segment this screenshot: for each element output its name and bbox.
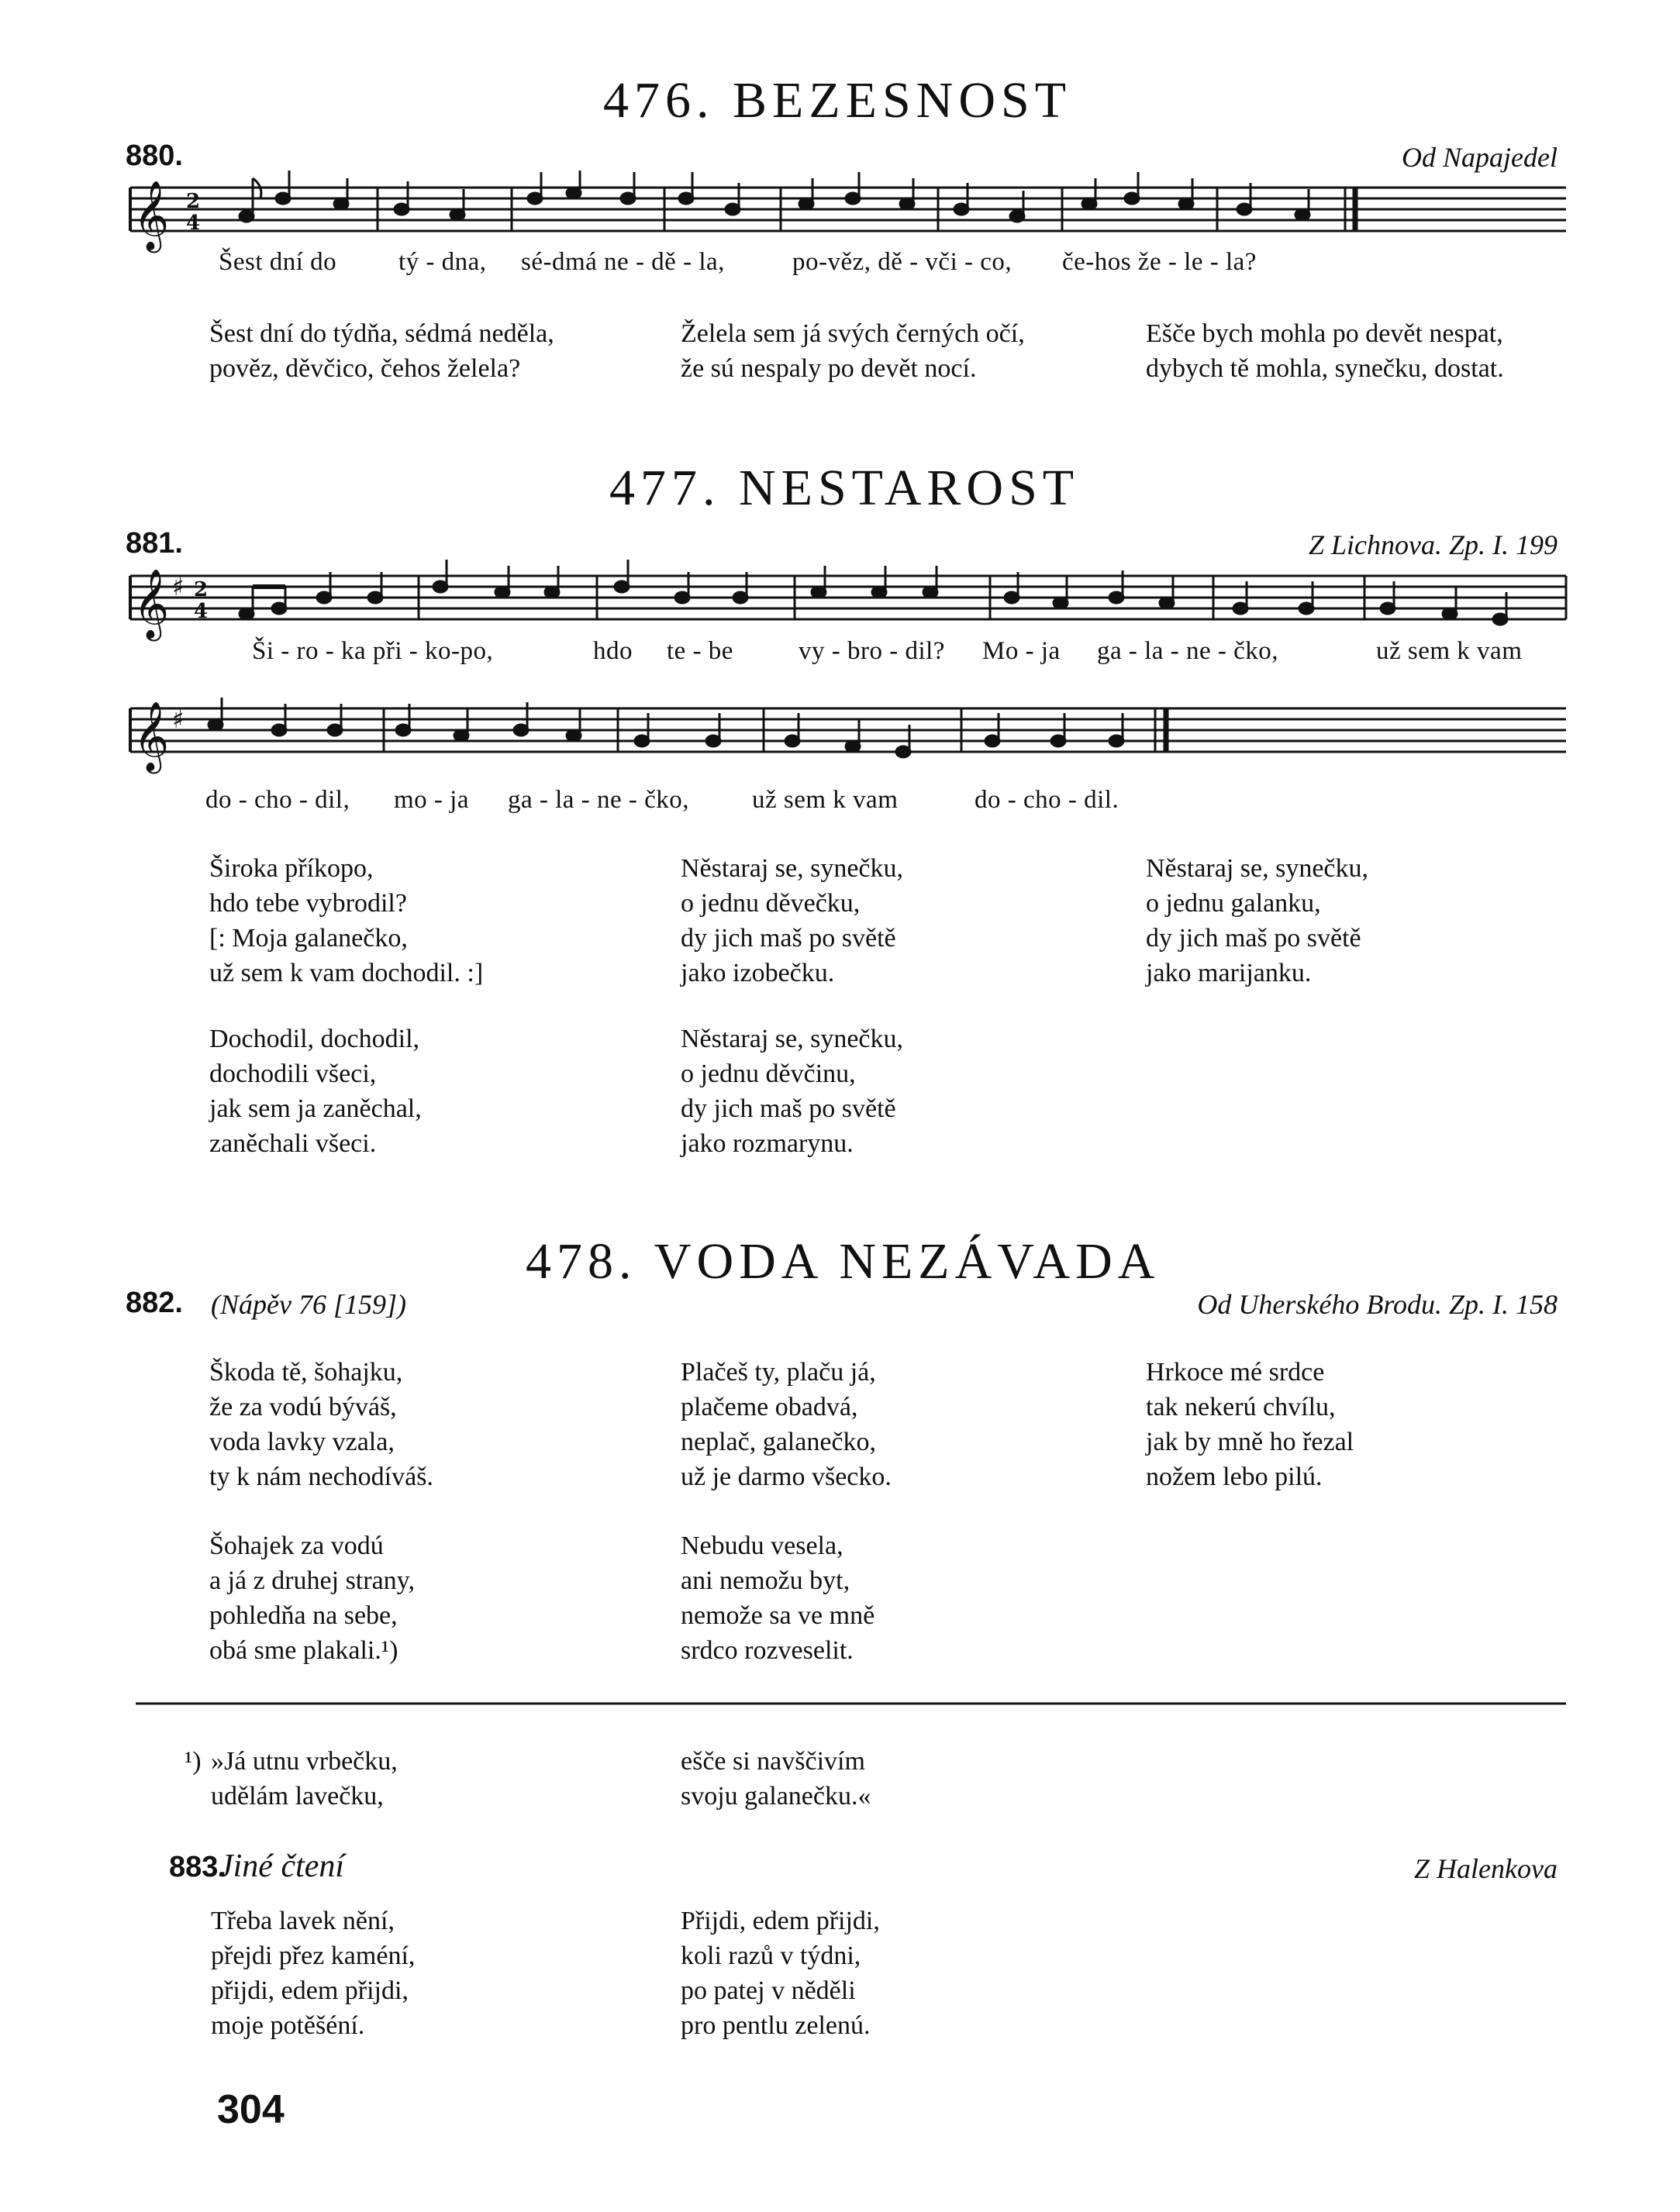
staff-881-a (130, 576, 1566, 619)
svg-text:♯: ♯ (172, 572, 185, 601)
tune-reference: (Nápěv 76 [159]) (211, 1289, 406, 1320)
variant-source: Z Halenkova (1414, 1853, 1558, 1884)
stanza: Třeba lavek nění, přejdi přez kaméní, přijdi, edem přijdi, moje potěšéní. (211, 1907, 416, 2040)
stanza: Nebudu vesela, ani nemožu byt, nemože sa ve mně srdco rozveselit. (681, 1532, 875, 1665)
footnote-text: »Já utnu vrbečku, udělám lavečku, (211, 1747, 398, 1811)
variant-number: 883. (169, 1851, 226, 1883)
treble-clef-icon: 𝄞 (133, 701, 170, 771)
stanza: Široka příkopo, hdo tebe vybrodil? [: Moja galanečko, už sem k vam dochodil. :] (209, 854, 484, 987)
treble-clef-icon: 𝄞 (133, 569, 170, 639)
stanza: Plačeš ty, plaču já, plačeme obadvá, neplač, galanečko, už je darmo všecko. (681, 1358, 892, 1491)
footnote-text: ešče si navščivím svoju galanečku.« (681, 1747, 871, 1811)
stanza: Šohajek za vodú a já z druhej strany, pohledňa na sebe, obá sme plakali.¹) (209, 1532, 415, 1665)
page-number: 304 (217, 2087, 285, 2132)
notes-881-a (240, 560, 1507, 625)
treble-clef-icon: 𝄞 (133, 181, 170, 250)
stanza: Něstaraj se, synečku, o jednu děvečku, dy jich maš po světě jako izobečku. (681, 854, 904, 987)
tune-number: 880. (126, 140, 183, 172)
stanza: Něstaraj se, synečku, o jednu galanku, dy jich maš po světě jako marijanku. (1146, 854, 1369, 987)
stanza: Želela sem já svých černých očí, že sú nespaly po devět nocí. (681, 319, 1025, 383)
song-title: 478. VODA NEZÁVADA (526, 1233, 1161, 1290)
stanza: Ešče bych mohla po devět nespat, dybych tě mohla, synečku, dostat. (1146, 319, 1504, 383)
stanza: Dochodil, dochodil, dochodili všeci, jak sem ja zaněchal, zaněchali všeci. (209, 1025, 422, 1158)
svg-text:4: 4 (194, 600, 209, 623)
svg-text:♯: ♯ (172, 705, 185, 734)
stanza: Šest dní do týdňa, sédmá neděla, pověz, děvčico, čehos želela? (209, 319, 554, 383)
song-title: 477. NESTAROST (609, 460, 1080, 516)
tune-number: 881. (126, 527, 183, 560)
song-source: Od Uherského Brodu. Zp. I. 158 (1197, 1289, 1558, 1320)
stanza: Škoda tě, šohajku, že za vodú býváš, voda lavky vzala, ty k nám nechodíváš. (209, 1358, 433, 1491)
tune-number: 882. (126, 1287, 183, 1319)
footnote-marker: ¹) (185, 1747, 202, 1776)
variant-title: Jiné čtení (219, 1849, 345, 1884)
song-source: Z Lichnova. Zp. I. 199 (1308, 529, 1558, 560)
song-title: 476. BEZESNOST (603, 72, 1072, 129)
svg-text:2: 2 (186, 190, 201, 213)
notes-881-b (209, 698, 1123, 757)
song-source: Od Napajedel (1402, 142, 1558, 173)
svg-text:2: 2 (194, 578, 209, 601)
svg-text:4: 4 (186, 212, 201, 235)
stanza: Něstaraj se, synečku, o jednu děvčinu, dy jich maš po světě jako rozmarynu. (681, 1025, 904, 1158)
stanza: Hrkoce mé srdce tak nekerú chvílu, jak by mně ho řezal nožem lebo pilú. (1146, 1358, 1354, 1491)
notes-880 (240, 171, 1309, 222)
stanza: Přijdi, edem přijdi, koli razů v týdni, po patej v něděli pro pentlu zelenú. (681, 1907, 880, 2040)
